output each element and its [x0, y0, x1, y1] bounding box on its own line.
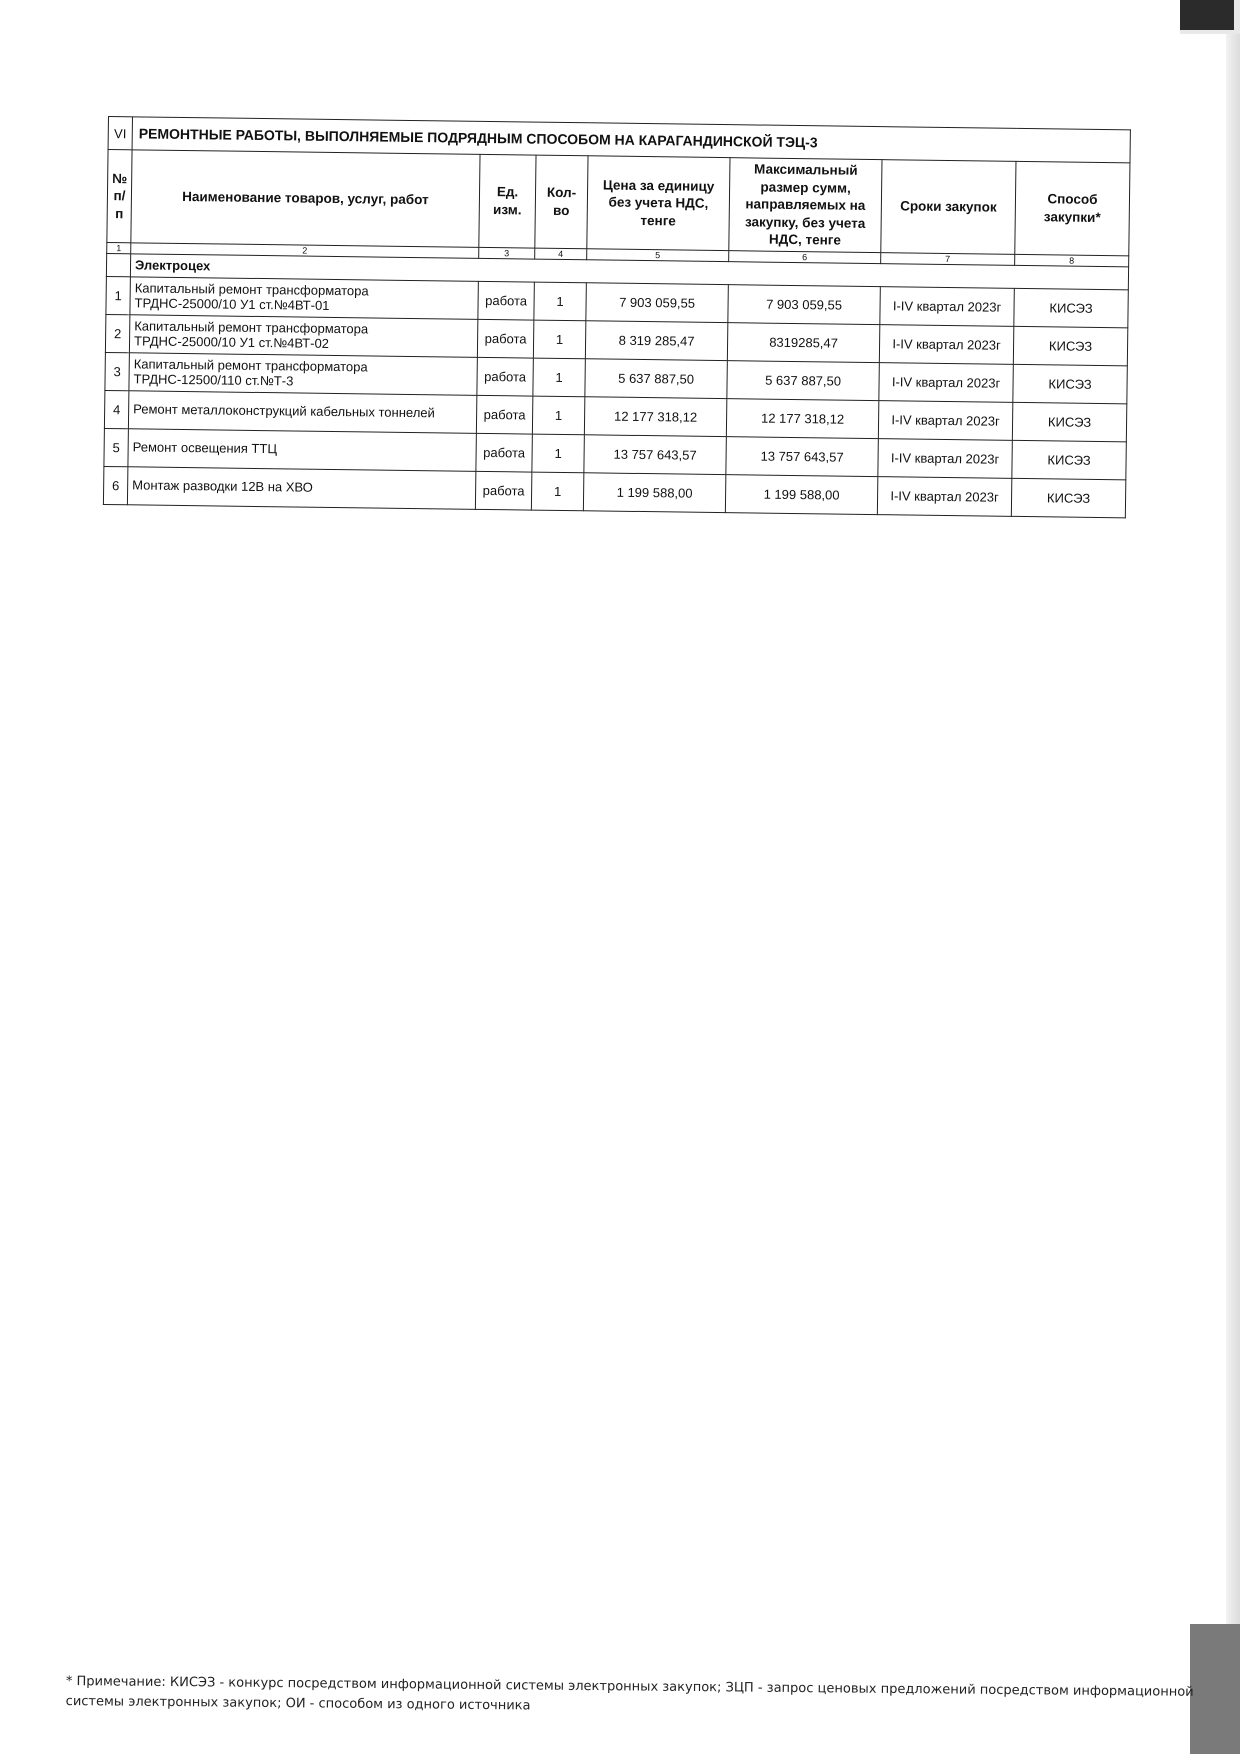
section-title: РЕМОНТНЫЕ РАБОТЫ, ВЫПОЛНЯЕМЫЕ ПОДРЯДНЫМ СПОСОБОМ НА КАРАГАНДИНСКОЙ ТЭЦ-3: [132, 117, 1130, 163]
group-spacer: [106, 253, 130, 276]
row-total: 12 177 318,12: [726, 398, 878, 438]
row-qty: 1: [533, 358, 585, 397]
row-name: Капитальный ремонт трансформатора ТРДНС-25000/10 У1 ст.№4ВТ-01: [130, 277, 478, 320]
page-edge-shadow: [1226, 0, 1240, 1754]
row-num: 4: [104, 390, 128, 428]
row-num: 2: [105, 314, 129, 352]
scan-bottom-edge: [1190, 1624, 1240, 1754]
column-number: 7: [881, 252, 1015, 265]
row-qty: 1: [531, 472, 583, 511]
row-method: КИСЭЗ: [1014, 288, 1128, 327]
row-qty: 1: [533, 320, 585, 359]
row-unit: работа: [478, 281, 534, 320]
row-qty: 1: [534, 282, 586, 321]
column-number: 2: [131, 243, 479, 259]
row-total: 13 757 643,57: [726, 436, 878, 476]
row-period: I-IV квартал 2023г: [879, 324, 1013, 364]
row-method: КИСЭЗ: [1013, 364, 1127, 403]
row-price: 7 903 059,55: [586, 283, 728, 323]
row-unit: работа: [476, 433, 532, 472]
row-method: КИСЭЗ: [1013, 326, 1127, 365]
row-name: Капитальный ремонт трансформатора ТРДНС-25000/10 У1 ст.№4ВТ-02: [129, 315, 477, 358]
row-period: I-IV квартал 2023г: [877, 476, 1011, 516]
row-num: 5: [104, 428, 128, 466]
row-total: 1 199 588,00: [725, 474, 877, 514]
row-total: 8319285,47: [727, 322, 879, 362]
header-name: Наименование товаров, услуг, работ: [131, 150, 480, 247]
group-label: Электроцех: [130, 254, 1128, 290]
row-unit: работа: [476, 395, 532, 434]
header-qty: Кол-во: [535, 155, 588, 248]
row-name: Ремонт металлоконструкций кабельных тоннелей: [128, 391, 476, 434]
row-period: I-IV квартал 2023г: [878, 438, 1012, 478]
row-price: 5 637 887,50: [585, 359, 727, 399]
footnote: * Примечание: КИСЭЗ - конкурс посредством информационной системы электронных закупок; ЗЦП - запрос ценовых предложений посредством информационной системы электронных закупок; ОИ - способом из одного источника: [65, 1673, 1194, 1714]
scan-corner-dark: [1180, 0, 1234, 30]
column-number: 5: [587, 249, 729, 262]
row-total: 5 637 887,50: [727, 360, 879, 400]
row-period: I-IV квартал 2023г: [879, 362, 1013, 402]
row-name: Монтаж разводки 12В на ХВО: [127, 467, 475, 510]
header-period: Сроки закупок: [881, 160, 1016, 254]
row-unit: работа: [477, 357, 533, 396]
row-price: 13 757 643,57: [584, 434, 726, 474]
section-number: VI: [108, 117, 132, 150]
row-qty: 1: [532, 434, 584, 473]
column-header-row: [107, 150, 1130, 256]
column-number: 8: [1015, 254, 1129, 266]
row-price: 12 177 318,12: [584, 397, 726, 437]
row-unit: работа: [475, 471, 531, 510]
row-num: 1: [106, 276, 130, 314]
row-method: КИСЭЗ: [1011, 478, 1125, 517]
column-number: 3: [479, 247, 535, 259]
procurement-table: [103, 116, 1131, 518]
row-unit: работа: [477, 319, 533, 358]
column-number: 4: [535, 248, 587, 260]
row-qty: 1: [532, 396, 584, 435]
row-price: 1 199 588,00: [583, 472, 725, 512]
header-total: Максимальный размер сумм, направляемых на закупку, без учета НДС, тенге: [729, 158, 882, 253]
row-total: 7 903 059,55: [728, 284, 880, 324]
header-unit: Ед. изм.: [479, 154, 536, 247]
row-period: I-IV квартал 2023г: [880, 286, 1014, 326]
row-name: Ремонт освещения ТТЦ: [128, 429, 476, 472]
row-num: 6: [103, 466, 127, 504]
row-num: 3: [105, 352, 129, 390]
column-number: 6: [729, 250, 881, 263]
row-period: I-IV квартал 2023г: [878, 400, 1012, 440]
procurement-table-container: [103, 116, 1130, 518]
header-method: Способ закупки*: [1015, 161, 1130, 255]
row-method: КИСЭЗ: [1012, 402, 1126, 441]
header-num: № п/п: [107, 150, 132, 243]
row-price: 8 319 285,47: [585, 321, 727, 361]
row-method: КИСЭЗ: [1012, 440, 1126, 479]
row-name: Капитальный ремонт трансформатора ТРДНС-12500/110 ст.№Т-3: [129, 353, 477, 396]
header-price: Цена за единицу без учета НДС, тенге: [587, 156, 730, 251]
column-number: 1: [107, 242, 131, 253]
